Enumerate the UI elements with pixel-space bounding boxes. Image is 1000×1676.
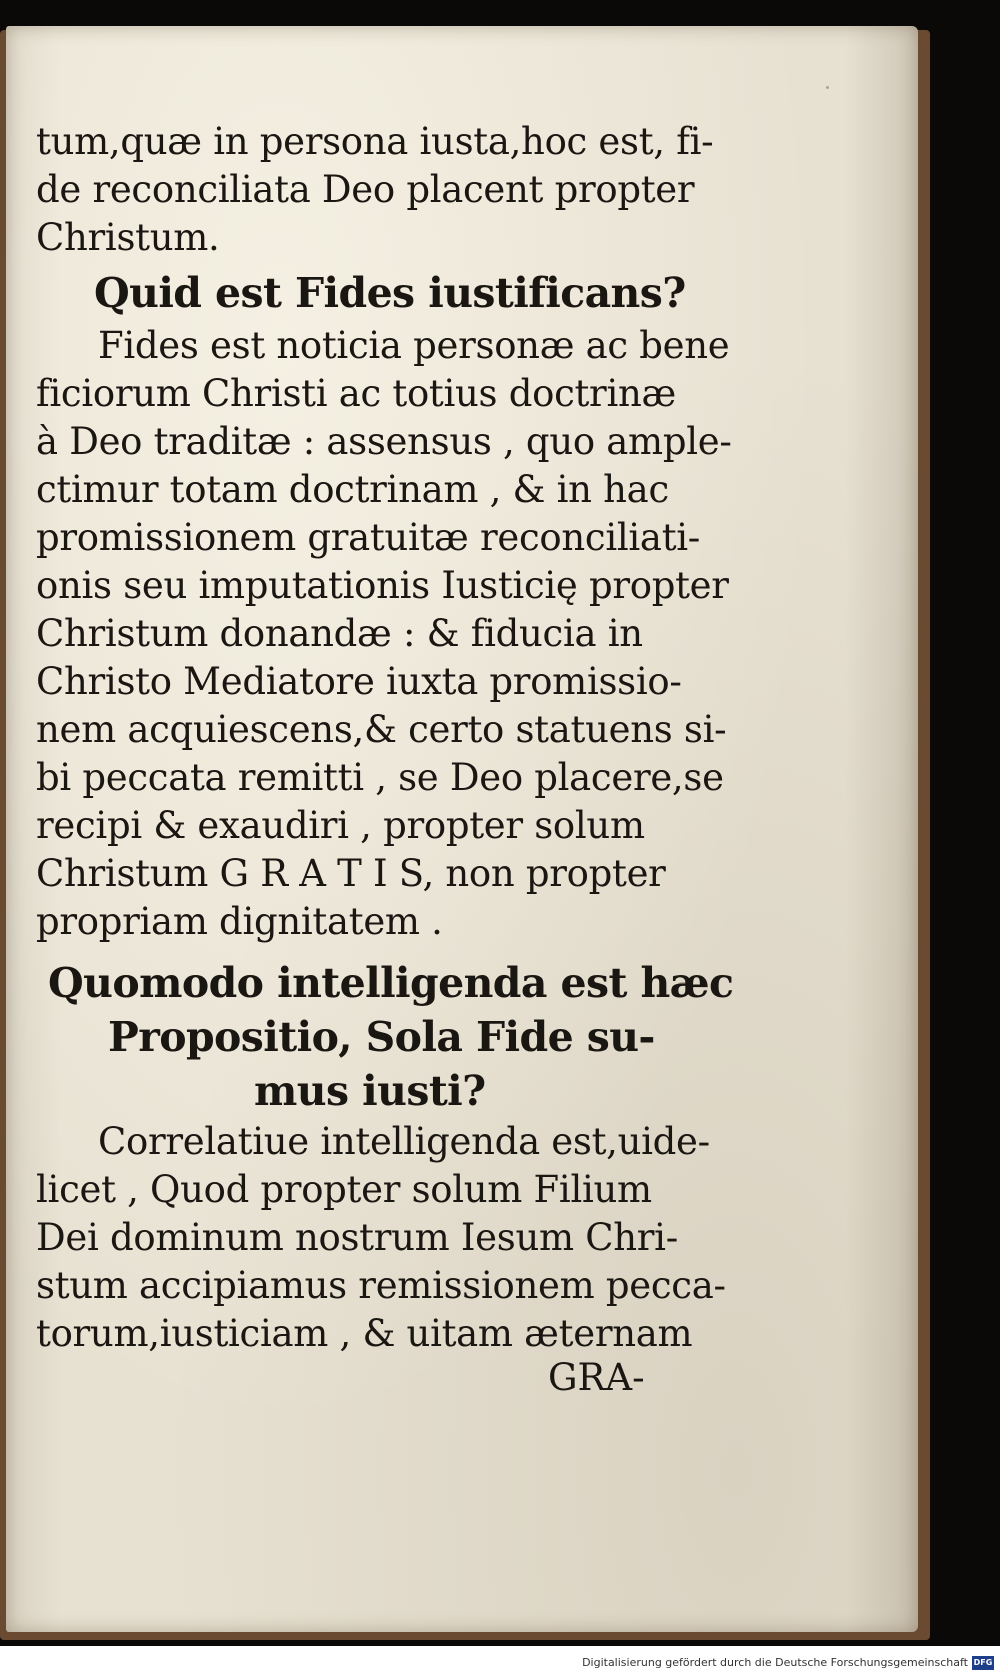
dfg-logo-icon: DFG	[972, 1656, 994, 1670]
text-line: ctimur totam doctrinam , & in hac	[36, 468, 669, 511]
text-line: tum,quæ in persona iusta,hoc est, fi-	[36, 120, 714, 163]
text-line: propriam dignitatem .	[36, 900, 443, 943]
section-heading: Quid est Fides iustificans?	[94, 269, 686, 317]
text-line: recipi & exaudiri , propter solum	[36, 804, 645, 847]
text-line: Dei dominum nostrum Iesum Chri-	[36, 1216, 678, 1259]
footer-bar	[0, 1646, 1000, 1676]
text-line: Christum donandæ : & fiducia in	[36, 612, 643, 655]
text-line: bi peccata remitti , se Deo placere,se	[36, 756, 724, 799]
text-line: Christo Mediatore iuxta promissio-	[36, 660, 682, 703]
section-heading: mus iusti?	[254, 1067, 486, 1115]
text-line: licet , Quod propter solum Filium	[36, 1168, 652, 1211]
text-line: nem acquiescens,& certo statuens si-	[36, 708, 727, 751]
text-line: stum accipiamus remissionem pecca-	[36, 1264, 726, 1307]
paragraph-first-line: Fides est noticia personæ ac bene	[98, 324, 730, 367]
catchword: GRA-	[548, 1356, 645, 1399]
text-line: Christum.	[36, 216, 220, 259]
text-line: de reconciliata Deo placent propter	[36, 168, 695, 211]
text-line: onis seu imputationis Iusticię propter	[36, 564, 729, 607]
paper-speck	[826, 86, 829, 89]
text-line: à Deo traditæ : assensus , quo ample-	[36, 420, 732, 463]
text-line: promissionem gratuitæ reconciliati-	[36, 516, 700, 559]
section-heading: Propositio, Sola Fide su-	[108, 1013, 655, 1061]
text-line: ficiorum Christi ac totius doctrinæ	[36, 372, 676, 415]
text-block	[36, 118, 734, 1358]
text-line: Christum G R A T I S, non propter	[36, 852, 666, 895]
paragraph-first-line: Correlatiue intelligenda est,uide-	[98, 1120, 710, 1163]
footer-credit: Digitalisierung gefördert durch die Deutsche Forschungsgemeinschaft	[582, 1656, 968, 1669]
section-heading: Quomodo intelligenda est hæc	[48, 959, 734, 1007]
text-line: torum,iusticiam , & uitam æternam	[36, 1312, 693, 1355]
